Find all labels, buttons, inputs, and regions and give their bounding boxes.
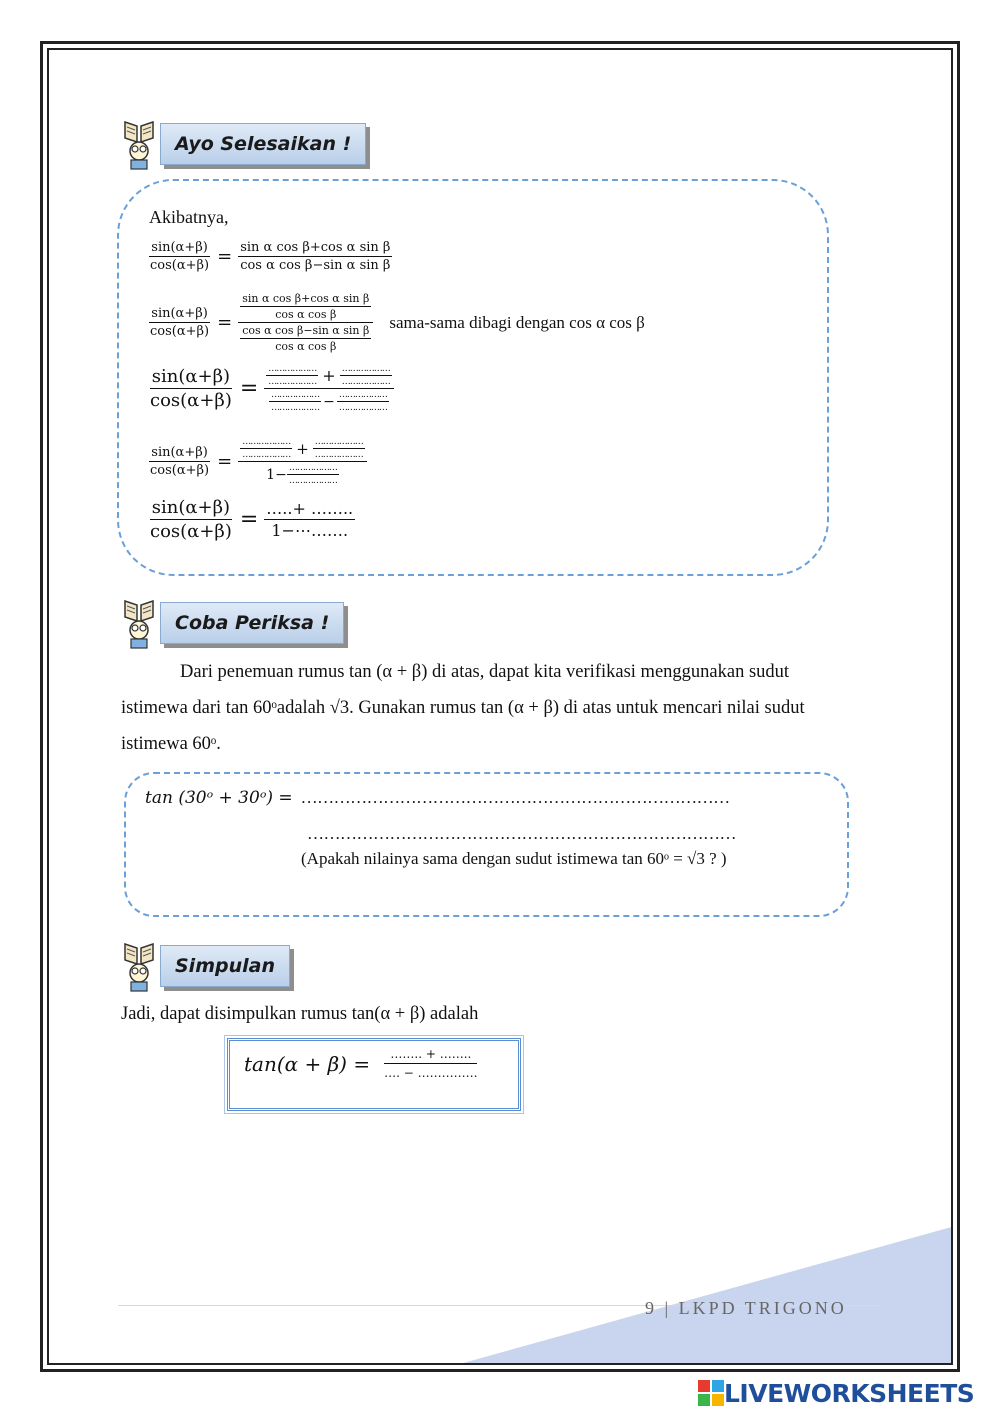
intro-text: Akibatnya, bbox=[149, 207, 229, 227]
book-reader-icon bbox=[122, 940, 156, 992]
compound-denominator bbox=[238, 323, 373, 353]
lhs-denominator: cos(α+β) bbox=[150, 258, 210, 273]
blank-denominator bbox=[267, 389, 391, 413]
lhs-fraction bbox=[148, 445, 211, 478]
equation-step-2 bbox=[148, 292, 645, 353]
top-den: cos α cos β bbox=[275, 308, 337, 321]
equation-step-4 bbox=[148, 437, 367, 486]
lhs-denominator: cos(α+β) bbox=[150, 390, 232, 411]
conclusion-formula bbox=[244, 1047, 484, 1080]
blank-frac-2 bbox=[313, 437, 365, 460]
lhs-numerator: sin(α+β) bbox=[151, 497, 231, 518]
plus-sign: + bbox=[296, 439, 309, 458]
bottom-fraction bbox=[240, 324, 371, 353]
rhs-denominator: cos α cos β−sin α sin β bbox=[240, 258, 391, 273]
blank-field[interactable]: ……………… bbox=[288, 476, 337, 486]
answer-blank-1[interactable]: …………………………………………………………………… bbox=[300, 788, 730, 807]
blank-frac-1 bbox=[240, 437, 292, 460]
simpulan-text: Jadi, dapat disimpulkan rumus tan(α + β) adalah bbox=[121, 1004, 479, 1024]
section-header-coba bbox=[122, 597, 344, 649]
blank-compound-fraction bbox=[238, 437, 367, 486]
blank-field[interactable]: ……………… bbox=[314, 437, 363, 447]
final-numerator[interactable]: …..+ …….. bbox=[266, 499, 354, 518]
compound-fraction bbox=[238, 292, 373, 353]
blank-field[interactable]: ……………… bbox=[341, 364, 390, 374]
logo-text: LIVEWORKSHEETS bbox=[724, 1378, 975, 1408]
section-title: Coba Periksa ! bbox=[160, 602, 344, 644]
blank-numerator bbox=[238, 437, 367, 462]
blank-field[interactable]: ……………… bbox=[271, 403, 320, 413]
division-note: sama-sama dibagi dengan cos α cos β bbox=[389, 312, 645, 332]
coba-paragraph-line-2: istimewa dari tan 60ᵒadalah √3. Gunakan rumus tan (α + β) di atas untuk mencari nilai sudut bbox=[121, 698, 805, 718]
blank-field[interactable]: ……………… bbox=[338, 403, 387, 413]
formula-denominator[interactable]: …. − …………… bbox=[384, 1066, 478, 1080]
lhs-fraction bbox=[148, 306, 211, 339]
top-num: sin α cos β+cos α sin β bbox=[242, 292, 370, 305]
lhs-numerator: sin(α+β) bbox=[151, 366, 231, 387]
lhs-denominator: cos(α+β) bbox=[150, 521, 232, 542]
equation-step-1 bbox=[148, 240, 392, 273]
final-denominator[interactable]: 1−⋯……. bbox=[271, 521, 349, 540]
blank-compound-fraction bbox=[264, 364, 393, 413]
lhs-fraction bbox=[148, 240, 211, 273]
equation-step-5 bbox=[148, 497, 355, 542]
lhs-fraction bbox=[148, 497, 234, 542]
lhs-numerator: sin(α+β) bbox=[151, 240, 208, 255]
tan-expression: tan (30ᵒ + 30ᵒ) = bbox=[145, 788, 293, 808]
formula-numerator[interactable]: …….. + …….. bbox=[384, 1047, 477, 1064]
blank-field[interactable]: ……………… bbox=[271, 390, 320, 400]
blank-frac-3 bbox=[287, 463, 339, 486]
verification-line-1 bbox=[145, 788, 730, 808]
rhs-numerator: sin α cos β+cos α sin β bbox=[240, 240, 391, 255]
blank-field[interactable]: ……………… bbox=[314, 450, 363, 460]
book-reader-icon bbox=[122, 118, 156, 170]
section-title: Ayo Selesaikan ! bbox=[160, 123, 366, 165]
bottom-den: cos α cos β bbox=[275, 340, 337, 353]
formula-fraction bbox=[378, 1047, 484, 1080]
verification-question: (Apakah nilainya sama dengan sudut istimewa tan 60ᵒ = √3 ? ) bbox=[301, 849, 727, 868]
section-title: Simpulan bbox=[160, 945, 290, 987]
coba-paragraph-line-3: istimewa 60ᵒ. bbox=[121, 734, 221, 754]
equals-sign: = bbox=[217, 312, 233, 333]
minus-sign: − bbox=[323, 393, 335, 410]
section-header-simpulan bbox=[122, 940, 290, 992]
equals-sign: = bbox=[217, 246, 233, 267]
equals-sign: = bbox=[239, 376, 259, 401]
blank-field[interactable]: ……………… bbox=[288, 463, 337, 473]
blank-field[interactable]: ……………… bbox=[268, 364, 317, 374]
liveworksheets-logo bbox=[698, 1378, 974, 1408]
lhs-numerator: sin(α+β) bbox=[151, 306, 208, 321]
coba-paragraph-line-1: Dari penemuan rumus tan (α + β) di atas, dapat kita verifikasi menggunakan sudut bbox=[180, 662, 790, 682]
blank-numerator bbox=[264, 364, 393, 389]
blank-field[interactable]: ……………… bbox=[242, 450, 291, 460]
logo-grid-icon bbox=[698, 1380, 724, 1406]
blank-frac-1 bbox=[266, 364, 318, 387]
top-fraction bbox=[240, 292, 371, 321]
blank-denominator bbox=[264, 462, 341, 486]
blank-field[interactable]: ……………… bbox=[338, 390, 387, 400]
blank-frac-2 bbox=[340, 364, 392, 387]
blank-field[interactable]: ……………… bbox=[268, 377, 317, 387]
equals-sign: = bbox=[239, 507, 259, 532]
lhs-fraction bbox=[148, 366, 234, 411]
lhs-denominator: cos(α+β) bbox=[150, 463, 210, 478]
plus-sign: + bbox=[322, 366, 336, 385]
equals-sign: = bbox=[217, 451, 233, 472]
page-footer: 9 | LKPD TRIGONO bbox=[645, 1298, 847, 1318]
formula-lhs: tan(α + β) = bbox=[244, 1051, 371, 1076]
blank-field[interactable]: ……………… bbox=[242, 437, 291, 447]
blank-frac-4 bbox=[337, 390, 389, 413]
section-header-ayo bbox=[122, 118, 366, 170]
bottom-num: cos α cos β−sin α sin β bbox=[242, 324, 370, 337]
lhs-denominator: cos(α+β) bbox=[150, 324, 210, 339]
answer-blank-2[interactable]: …………………………………………………………………… bbox=[307, 824, 736, 843]
rhs-fraction bbox=[238, 240, 392, 273]
one-minus: 1− bbox=[266, 466, 287, 483]
compound-numerator bbox=[238, 292, 373, 323]
blank-field[interactable]: ……………… bbox=[341, 377, 390, 387]
final-fraction bbox=[264, 499, 355, 540]
book-reader-icon bbox=[122, 597, 156, 649]
blank-frac-3 bbox=[269, 390, 321, 413]
equation-step-3 bbox=[148, 364, 394, 413]
lhs-numerator: sin(α+β) bbox=[151, 445, 208, 460]
